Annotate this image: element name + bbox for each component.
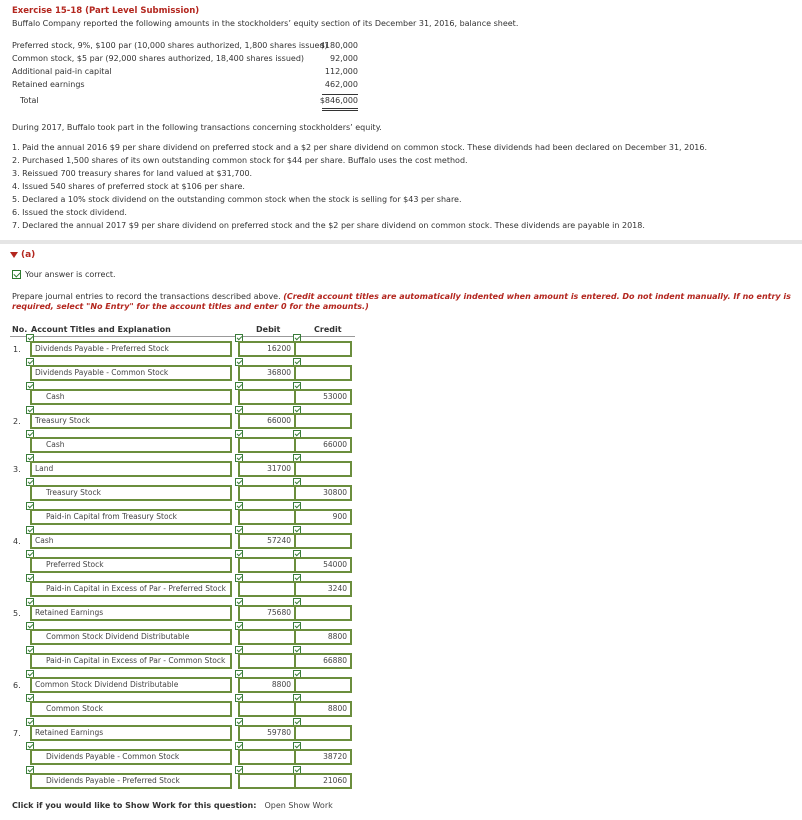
credit-field[interactable]: 53000 (294, 389, 352, 405)
credit-field[interactable] (294, 365, 352, 381)
credit-field[interactable]: 3240 (294, 581, 352, 597)
correct-check-icon (12, 270, 21, 279)
account-title-field[interactable]: Treasury Stock (30, 413, 232, 429)
account-title-field[interactable]: Treasury Stock (30, 485, 232, 501)
credit-field[interactable] (294, 413, 352, 429)
account-title-field[interactable]: Common Stock Dividend Distributable (30, 629, 232, 645)
show-work-row (12, 801, 333, 810)
total-double-rule (322, 108, 358, 111)
credit-field[interactable]: 54000 (294, 557, 352, 573)
entry-number: 4. (13, 537, 21, 546)
debit-field[interactable] (238, 485, 296, 501)
account-title-field[interactable]: Retained Earnings (30, 725, 232, 741)
debit-field[interactable] (238, 389, 296, 405)
debit-field[interactable] (238, 701, 296, 717)
credit-field[interactable] (294, 533, 352, 549)
balance-sheet-label: Additional paid-in capital (12, 67, 112, 76)
account-title-field[interactable]: Dividends Payable - Preferred Stock (30, 341, 232, 357)
transaction-item: 1. Paid the annual 2016 $9 per share dividend on preferred stock and a $2 per share dividend on common stock. These dividends had been declared on December 31, 2016. (12, 143, 708, 152)
account-title-field[interactable]: Preferred Stock (30, 557, 232, 573)
credit-field[interactable]: 8800 (294, 629, 352, 645)
entry-number: 5. (13, 609, 21, 618)
part-a-toggle[interactable] (10, 250, 35, 260)
account-title-field[interactable]: Paid-in Capital in Excess of Par - Common Stock (30, 653, 232, 669)
balance-sheet-amount: 462,000 (324, 80, 358, 89)
col-header-no: No. (12, 325, 28, 334)
open-show-work-link[interactable]: Open Show Work (264, 801, 333, 810)
debit-field[interactable] (238, 653, 296, 669)
balance-sheet-label: Total (20, 96, 39, 105)
balance-sheet-amount: $180,000 (319, 41, 358, 50)
debit-field[interactable] (238, 557, 296, 573)
transactions-intro: During 2017, Buffalo took part in the following transactions concerning stockholders’ equity. (12, 123, 382, 132)
debit-field[interactable]: 59780 (238, 725, 296, 741)
credit-field[interactable]: 8800 (294, 701, 352, 717)
credit-field[interactable]: 900 (294, 509, 352, 525)
show-work-prompt: Click if you would like to Show Work for this question: (12, 801, 257, 810)
debit-field[interactable]: 31700 (238, 461, 296, 477)
debit-field[interactable] (238, 629, 296, 645)
transaction-item: 2. Purchased 1,500 shares of its own outstanding common stock for $44 per share. Buffalo uses the cost method. (12, 156, 468, 165)
balance-sheet-label: Common stock, $5 par (92,000 shares authorized, 18,400 shares issued) (12, 54, 305, 63)
col-header-credit: Credit (314, 325, 342, 334)
debit-field[interactable]: 36800 (238, 365, 296, 381)
credit-field[interactable] (294, 461, 352, 477)
debit-field[interactable] (238, 581, 296, 597)
header-rule (10, 336, 355, 337)
balance-sheet-label: Retained earnings (12, 80, 85, 89)
intro-text: Buffalo Company reported the following amounts in the stockholders’ equity section of its December 31, 2016, balance sheet. (12, 19, 519, 28)
credit-field[interactable]: 66880 (294, 653, 352, 669)
entry-number: 1. (13, 345, 21, 354)
debit-field[interactable]: 16200 (238, 341, 296, 357)
col-header-account: Account Titles and Explanation (31, 325, 171, 334)
instructions-note: (Credit account titles are automatically indented when amount is entered. Do not indent manually. If no entry is required, select "No Entry" for the account titles and enter 0 for the amounts.) (12, 292, 791, 311)
account-title-field[interactable]: Common Stock (30, 701, 232, 717)
account-title-field[interactable]: Dividends Payable - Common Stock (30, 365, 232, 381)
account-title-field[interactable]: Land (30, 461, 232, 477)
entry-number: 7. (13, 729, 21, 738)
part-a-label: (a) (21, 250, 36, 260)
account-title-field[interactable]: Retained Earnings (30, 605, 232, 621)
debit-field[interactable] (238, 773, 296, 789)
credit-field[interactable]: 21060 (294, 773, 352, 789)
account-title-field[interactable]: Dividends Payable - Common Stock (30, 749, 232, 765)
credit-field[interactable]: 38720 (294, 749, 352, 765)
credit-field[interactable] (294, 341, 352, 357)
balance-sheet-amount: 92,000 (330, 54, 358, 63)
exercise-title: Exercise 15-18 (Part Level Submission) (12, 6, 200, 16)
balance-sheet-amount: 112,000 (324, 67, 358, 76)
section-divider (0, 240, 802, 244)
transaction-item: 5. Declared a 10% stock dividend on the outstanding common stock when the stock is selling for $43 per share. (12, 195, 462, 204)
entry-number: 3. (13, 465, 21, 474)
transaction-item: 4. Issued 540 shares of preferred stock at $106 per share. (12, 182, 245, 191)
entry-number: 2. (13, 417, 21, 426)
debit-field[interactable]: 66000 (238, 413, 296, 429)
debit-field[interactable]: 75680 (238, 605, 296, 621)
instructions-text: Prepare journal entries to record the transactions described above. (12, 292, 284, 301)
credit-field[interactable] (294, 725, 352, 741)
transaction-item: 6. Issued the stock dividend. (12, 208, 127, 217)
transaction-item: 3. Reissued 700 treasury shares for land valued at $31,700. (12, 169, 253, 178)
debit-field[interactable]: 57240 (238, 533, 296, 549)
account-title-field[interactable]: Dividends Payable - Preferred Stock (30, 773, 232, 789)
instructions (12, 292, 792, 312)
balance-sheet-amount: $846,000 (319, 96, 358, 105)
account-title-field[interactable]: Cash (30, 437, 232, 453)
balance-sheet-label: Preferred stock, 9%, $100 par (10,000 shares authorized, 1,800 shares issued) (12, 41, 328, 50)
subtotal-rule (322, 94, 358, 95)
collapse-triangle-icon (10, 252, 18, 258)
debit-field[interactable] (238, 509, 296, 525)
debit-field[interactable] (238, 437, 296, 453)
debit-field[interactable]: 8800 (238, 677, 296, 693)
answer-status: Your answer is correct. (25, 270, 116, 279)
account-title-field[interactable]: Cash (30, 533, 232, 549)
credit-field[interactable] (294, 677, 352, 693)
credit-field[interactable] (294, 605, 352, 621)
entry-number: 6. (13, 681, 21, 690)
account-title-field[interactable]: Paid-in Capital from Treasury Stock (30, 509, 232, 525)
credit-field[interactable]: 30800 (294, 485, 352, 501)
col-header-debit: Debit (256, 325, 281, 334)
transaction-item: 7. Declared the annual 2017 $9 per share dividend on preferred stock and the $2 per share dividend on common stock. These dividends are payable in 2018. (12, 221, 645, 230)
account-title-field[interactable]: Paid-in Capital in Excess of Par - Preferred Stock (30, 581, 232, 597)
debit-field[interactable] (238, 749, 296, 765)
account-title-field[interactable]: Common Stock Dividend Distributable (30, 677, 232, 693)
credit-field[interactable]: 66000 (294, 437, 352, 453)
account-title-field[interactable]: Cash (30, 389, 232, 405)
